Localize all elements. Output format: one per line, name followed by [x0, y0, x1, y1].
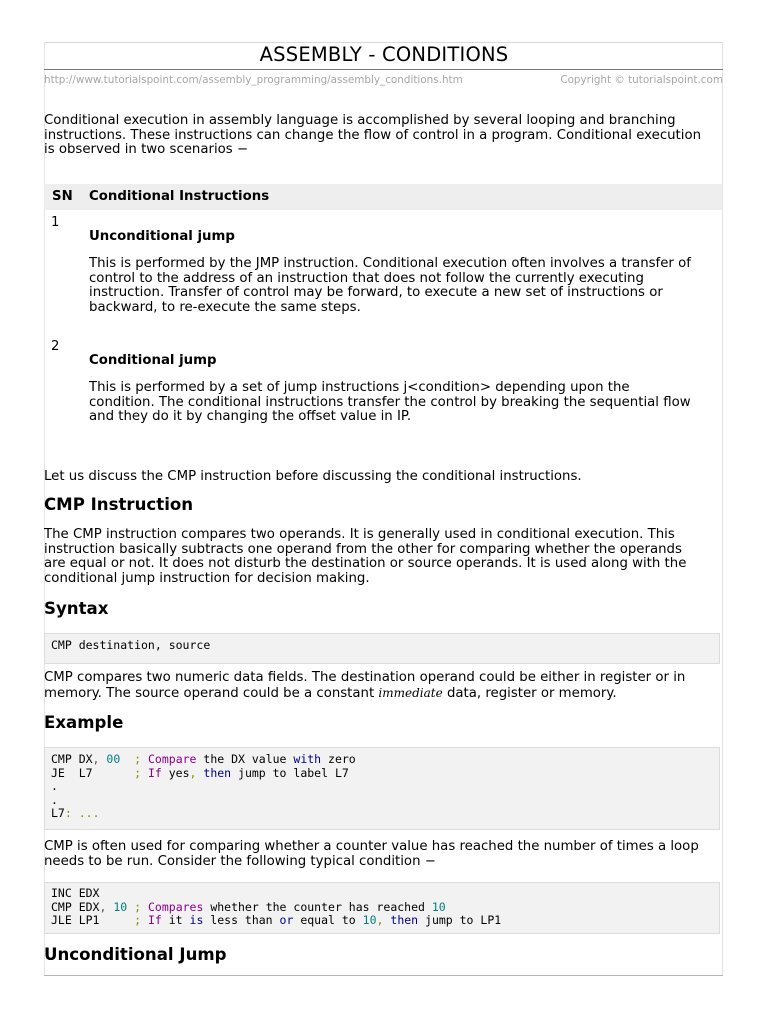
section-heading-syntax: Syntax — [44, 599, 109, 618]
code-line: . — [51, 792, 58, 807]
section-heading-cmp: CMP Instruction — [44, 495, 194, 514]
usage-line: CMP is often used for comparing whether a counter value has reached the number of times a loop — [44, 839, 699, 854]
code-line: CMP DX, 00 ; Compare the DX value with zero — [51, 752, 356, 766]
row-text-line: backward, to re-execute the same steps. — [89, 299, 361, 315]
source-url[interactable]: http://www.tutorialspoint.com/assembly_programming/assembly_conditions.htm — [44, 74, 463, 86]
row-sn: 2 — [51, 339, 60, 354]
intro-line: is observed in two scenarios − — [44, 142, 249, 158]
code-line: L7: ... — [51, 806, 100, 820]
table-header-instructions: Conditional Instructions — [89, 189, 270, 204]
code-line: JLE LP1 ; If it is less than or equal to 10, then jump to LP1 — [51, 913, 502, 927]
syntax-desc-line: CMP compares two numeric data fields. The destination operand could be either in register or in — [44, 670, 686, 685]
row-text-line: and they do it by changing the offset value in IP. — [89, 409, 412, 425]
desc-text: data, register or memory. — [442, 685, 617, 701]
section-heading-example: Example — [44, 713, 124, 732]
usage-line: needs to be run. Consider the following typical condition − — [44, 853, 436, 869]
intro-line: instructions. These instructions can change the flow of control in a program. Conditional execution — [44, 127, 702, 143]
row-text-line: control to the address of an instruction that does not follow the currently executing — [89, 270, 644, 286]
code-line: JE L7 ; If yes, then jump to label L7 — [51, 765, 349, 780]
code-line: . — [51, 779, 58, 793]
discuss-paragraph: Let us discuss the CMP instruction before discussing the conditional instructions. — [44, 469, 582, 484]
cmp-line: The CMP instruction compares two operands. It is generally used in conditional execution. This — [44, 527, 675, 542]
page-border-right — [722, 42, 723, 976]
cmp-line: instruction basically subtracts one operand from the other for comparing whether the operands — [44, 541, 682, 557]
title-divider — [44, 69, 723, 70]
row-text-line: This is performed by a set of jump instructions j<condition> depending upon the — [89, 380, 630, 395]
row-text-line: This is performed by the JMP instruction. Conditional execution often involves a transfer of — [89, 256, 691, 271]
row-heading: Unconditional jump — [89, 229, 235, 244]
code-line: CMP destination, source — [51, 638, 211, 652]
row-text-line: condition. The conditional instructions transfer the control by breaking the sequential flow — [89, 394, 691, 410]
cmp-line: are equal or not. It does not disturb the destination or source operands. It is used along with the — [44, 556, 687, 572]
desc-italic: immediate — [378, 685, 443, 700]
example-code-block — [44, 747, 720, 830]
cmp-line: conditional jump instruction for decision making. — [44, 570, 370, 586]
page-border-bottom — [44, 975, 723, 976]
code-line: INC EDX — [51, 886, 100, 900]
section-heading-unconditional-jump: Unconditional Jump — [44, 945, 227, 964]
syntax-desc-line — [44, 686, 720, 702]
code-line: CMP EDX, 10 ; Compares whether the counter has reached 10 — [51, 899, 446, 914]
desc-text: memory. The source operand could be a constant — [44, 685, 379, 701]
syntax-code-block — [44, 633, 720, 664]
row-sn: 1 — [51, 215, 60, 230]
table-header-sn: SN — [52, 189, 73, 204]
intro-line: Conditional execution in assembly language is accomplished by several looping and branching — [44, 113, 676, 128]
row-heading: Conditional jump — [89, 353, 217, 368]
loop-code-block — [44, 882, 720, 934]
row-text-line: instruction. Transfer of control may be forward, to execute a new set of instructions or — [89, 285, 663, 301]
copyright-notice: Copyright © tutorialspoint.com — [560, 74, 723, 86]
page-title: ASSEMBLY - CONDITIONS — [259, 43, 509, 66]
